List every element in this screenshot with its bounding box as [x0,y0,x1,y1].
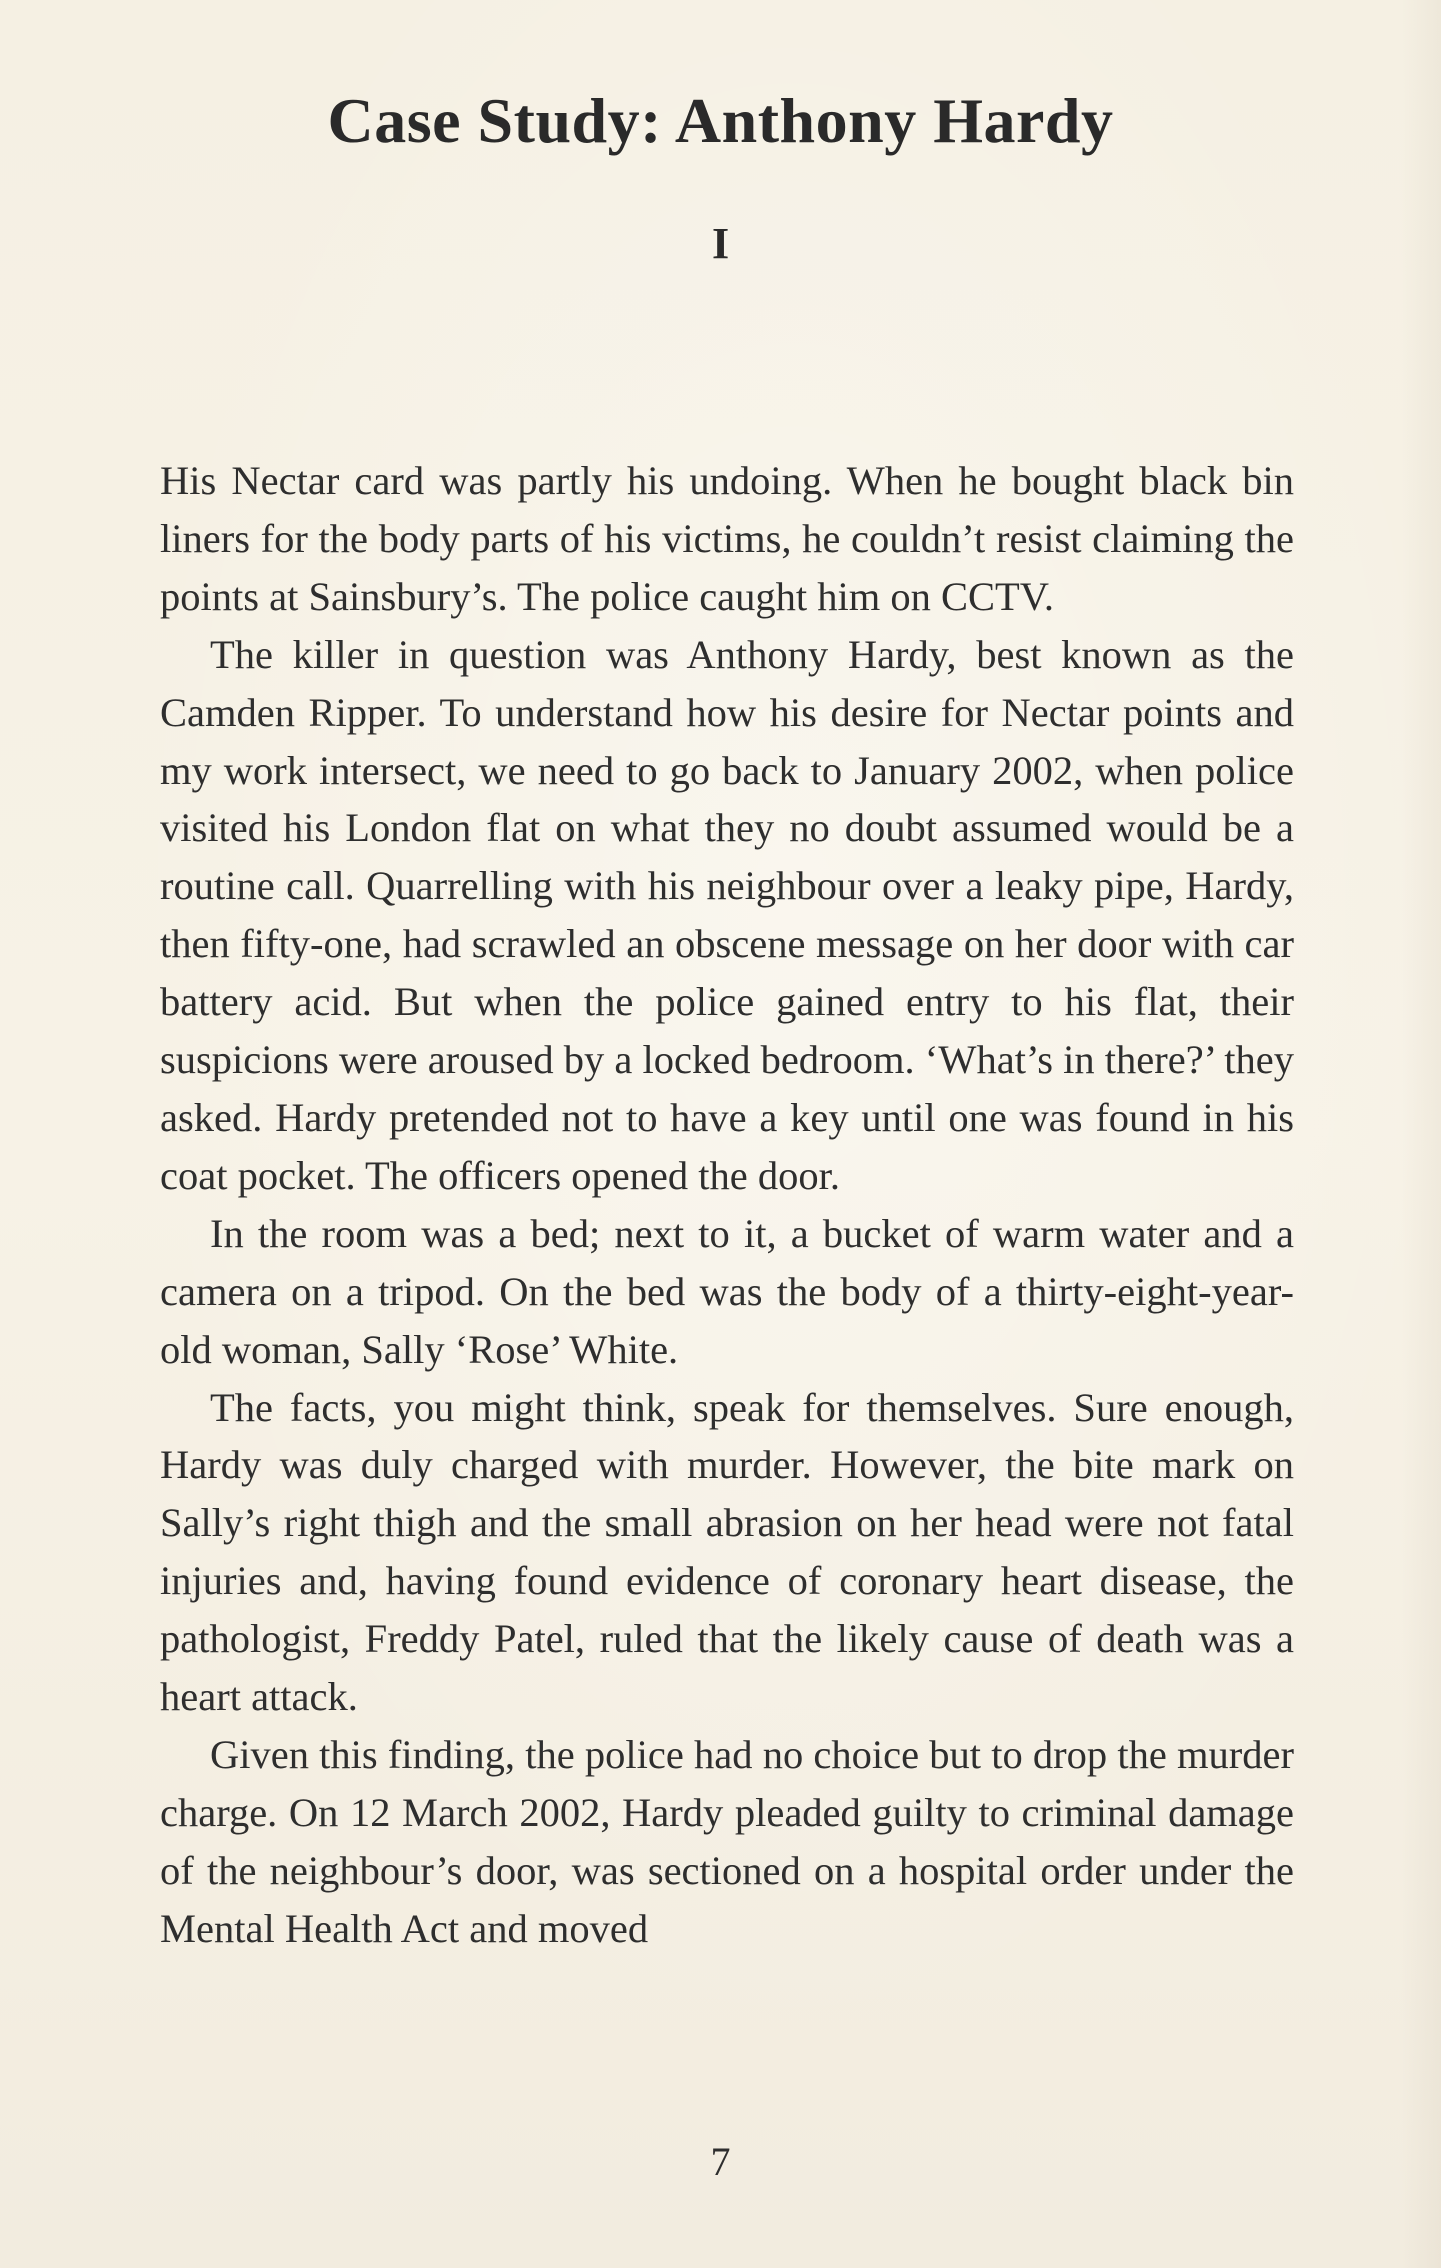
paragraph-5: Given this finding, the police had no choice but to drop the murder charge. On 12 March 2002, Hardy pleaded guilty to criminal damage of the neighbour’s door, was sectioned on a hospital order under the Mental Health Act and moved [160,1731,1294,1951]
paragraph-4: The facts, you might think, speak for themselves. Sure enough, Hardy was duly charged with murder. However, the bite mark on Sally’s right thigh and the small abrasion on her head were not fatal injuries and, having found evidence of coronary heart disease, the pathologist, Freddy Patel, ruled that the likely cause of death was a heart attack. [160,1384,1294,1720]
page-number: 7 [710,2139,731,2184]
body-text [160,452,1294,1958]
paragraph-3: In the room was a bed; next to it, a bucket of warm water and a camera on a tripod. On the bed was the body of a thirty-eight-year-old woman, Sally ‘Rose’ White. [160,1210,1294,1372]
paragraph-2: The killer in question was Anthony Hardy, best known as the Camden Ripper. To understand how his desire for Nectar points and my work intersect, we need to go back to January 2002, when police visited his London flat on what they no doubt assumed would be a routine call. Quarrelling with his neighbour over a leaky pipe, Hardy, then fifty-one, had scrawled an obscene message on her door with car battery acid. But when the police gained entry to his flat, their suspicions were aroused by a locked bedroom. ‘What’s in there?’ they asked. Hardy pretended not to have a key until one was found in his coat pocket. The officers opened the door. [160,631,1294,1198]
page-edge-shadow [1401,0,1441,2268]
paragraph-1: His Nectar card was partly his undoing. When he bought black bin liners for the body parts of his victims, he couldn’t resist claiming the points at Sainsbury’s. The police caught him on CCTV. [160,458,1294,619]
section-number: I [711,219,730,268]
chapter-title: Case Study: Anthony Hardy [327,85,1114,156]
